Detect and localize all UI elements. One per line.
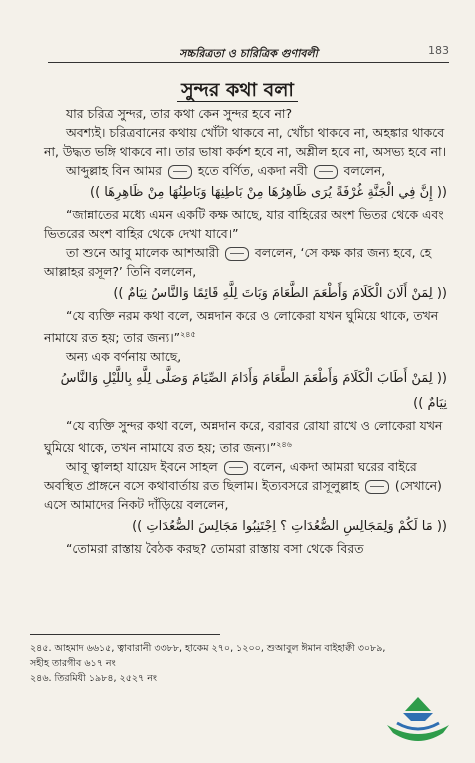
honorific-seal-icon — [224, 461, 248, 475]
paragraph-3 — [44, 161, 447, 180]
footnotes — [30, 641, 395, 686]
honorific-seal-icon — [168, 165, 192, 179]
publisher-logo-icon — [383, 695, 453, 747]
footnote-divider — [30, 634, 220, 635]
footnote-ref-245[interactable]: ২৪৫ — [180, 330, 196, 339]
paragraph-5-text: তা শুনে আবু মালেক আশআরী — [66, 245, 219, 260]
paragraph-2: অবশ্যই। চরিত্রবানের কথায় খোঁটা থাকবে না, খোঁচা থাকবে না, অহঙ্কার থাকবে না, উদ্ধত ভঙ্গি থাকবে না। তার ভাষা কর্কশ হবে না, অশ্লীল হবে না, অসভ্য হবে না। — [44, 125, 447, 159]
paragraph-7: অন্য এক বর্ণনায় আছে, — [66, 349, 182, 365]
paragraph-3-text: হতে বর্ণিত, একদা নবী — [197, 163, 308, 178]
paragraph-5 — [44, 243, 447, 281]
translation-3 — [44, 416, 447, 457]
arabic-hadith-1: (( إِنَّ فِي الْجَنَّةِ غُرْفَةً يُرَى ظَاهِرُهَا مِنْ بَاطِنِهَا وَبَاطِنُهَا مِنْ ظَاهِرِهَا )) — [90, 185, 447, 200]
section-title-text: সুন্দর কথা বলা — [177, 79, 298, 102]
paragraph-1: যার চরিত্র সুন্দর, তার কথা কেন সুন্দর হবে না? — [66, 106, 293, 121]
arabic-hadith-3: (( لِمَنْ أَطَابَ الْكَلَامَ وَأَطْعَمَ الطَّعَامَ وَأَدَامَ الصِّيَامَ وَصَلَّى لِلَّهِ بِاللَّيْلِ وَالنَّاسُ نِيَامٌ )) — [60, 371, 447, 412]
paragraph-9-middle: বলেন, একদা আমরা ঘরের বাইরে অবস্থিত প্রাঙ্গনে বসে কথাবার্তায় রত ছিলাম। ইত্যবসরে রাসূলুল্লাহ — [44, 459, 417, 494]
arabic-hadith-2: (( لِمَنْ أَلَانَ الْكَلَامَ وَأَطْعَمَ الطَّعَامَ وَبَاتَ لِلَّهِ قَائِمًا وَالنَّاسُ نِيَامٌ )) — [113, 286, 447, 301]
header-title: সচ্চরিত্রতা ও চারিত্রিক গুণাবলী — [179, 47, 318, 60]
page-number: 183 — [428, 44, 449, 57]
paragraph-3-end: বললেন, — [343, 163, 386, 178]
translation-2 — [44, 306, 447, 347]
honorific-seal-icon — [314, 165, 338, 179]
translation-3-text: “যে ব্যক্তি সুন্দর কথা বলে, অন্নদান করে, বরাবর রোযা রাখে ও লোকেরা যখন ঘুমিয়ে থাকে, তখন নামাযে রত হয়; তার জন্য।” — [44, 418, 443, 456]
paragraph-10: “তোমরা রাস্তায় বৈঠক করছ? তোমরা রাস্তায় বসা থেকে বিরত — [66, 541, 364, 557]
narrator-name: আব্দুল্লাহ বিন আমর — [66, 163, 162, 178]
arabic-hadith-4: (( مَا لَكُمْ وَلِمَجَالِسِ الصُّعُدَاتِ ؟ اِجْتَنِبُوا مَجَالِسَ الصُّعُدَاتِ )) — [132, 519, 447, 535]
translation-1: “জান্নাতের মধ্যে এমন একটি কক্ষ আছে, যার বাহিরের অংশ ভিতর থেকে এবং ভিতরের অংশ বাহির থেকে দেখা যাবে।” — [44, 207, 444, 241]
footnote-246: ২৪৬. তিরমিযী ১৯৮৪, ২৫২৭ নং — [30, 673, 158, 684]
translation-2-text: “যে ব্যক্তি নরম কথা বলে, অন্নদান করে ও লোকেরা যখন ঘুমিয়ে থাকে, তখন নামাযে রত হয়; তার জন্য।” — [44, 308, 439, 346]
paragraph-5-end: বললেন, ‘সে কক্ষ কার জন্য হবে, হে আল্লাহর রসূল?’ তিনি বললেন, — [44, 245, 432, 279]
footnote-245: ২৪৫. আহমাদ ৬৬১৫, ত্বাবারানী ৩৩৮৮, হাকেম ২৭০, ১২০০, শুআবুল ঈমান বাইহাক্বী ৩০৮৯, সহীহ তারগীব ৬১৭ নং — [30, 643, 386, 669]
footnote-ref-246[interactable]: ২৪৬ — [276, 440, 292, 450]
honorific-seal-icon — [225, 247, 249, 261]
paragraph-9 — [44, 457, 447, 514]
running-header — [48, 44, 449, 63]
honorific-seal-icon — [365, 480, 389, 494]
paragraph-9-text: আবূ ত্বালহা যায়েদ ইবনে সাহল — [66, 459, 218, 475]
paragraph-9-end: (সেখানে) এসে আমাদের নিকট দাঁড়িয়ে বললেন, — [44, 478, 442, 513]
body-text — [44, 104, 447, 558]
